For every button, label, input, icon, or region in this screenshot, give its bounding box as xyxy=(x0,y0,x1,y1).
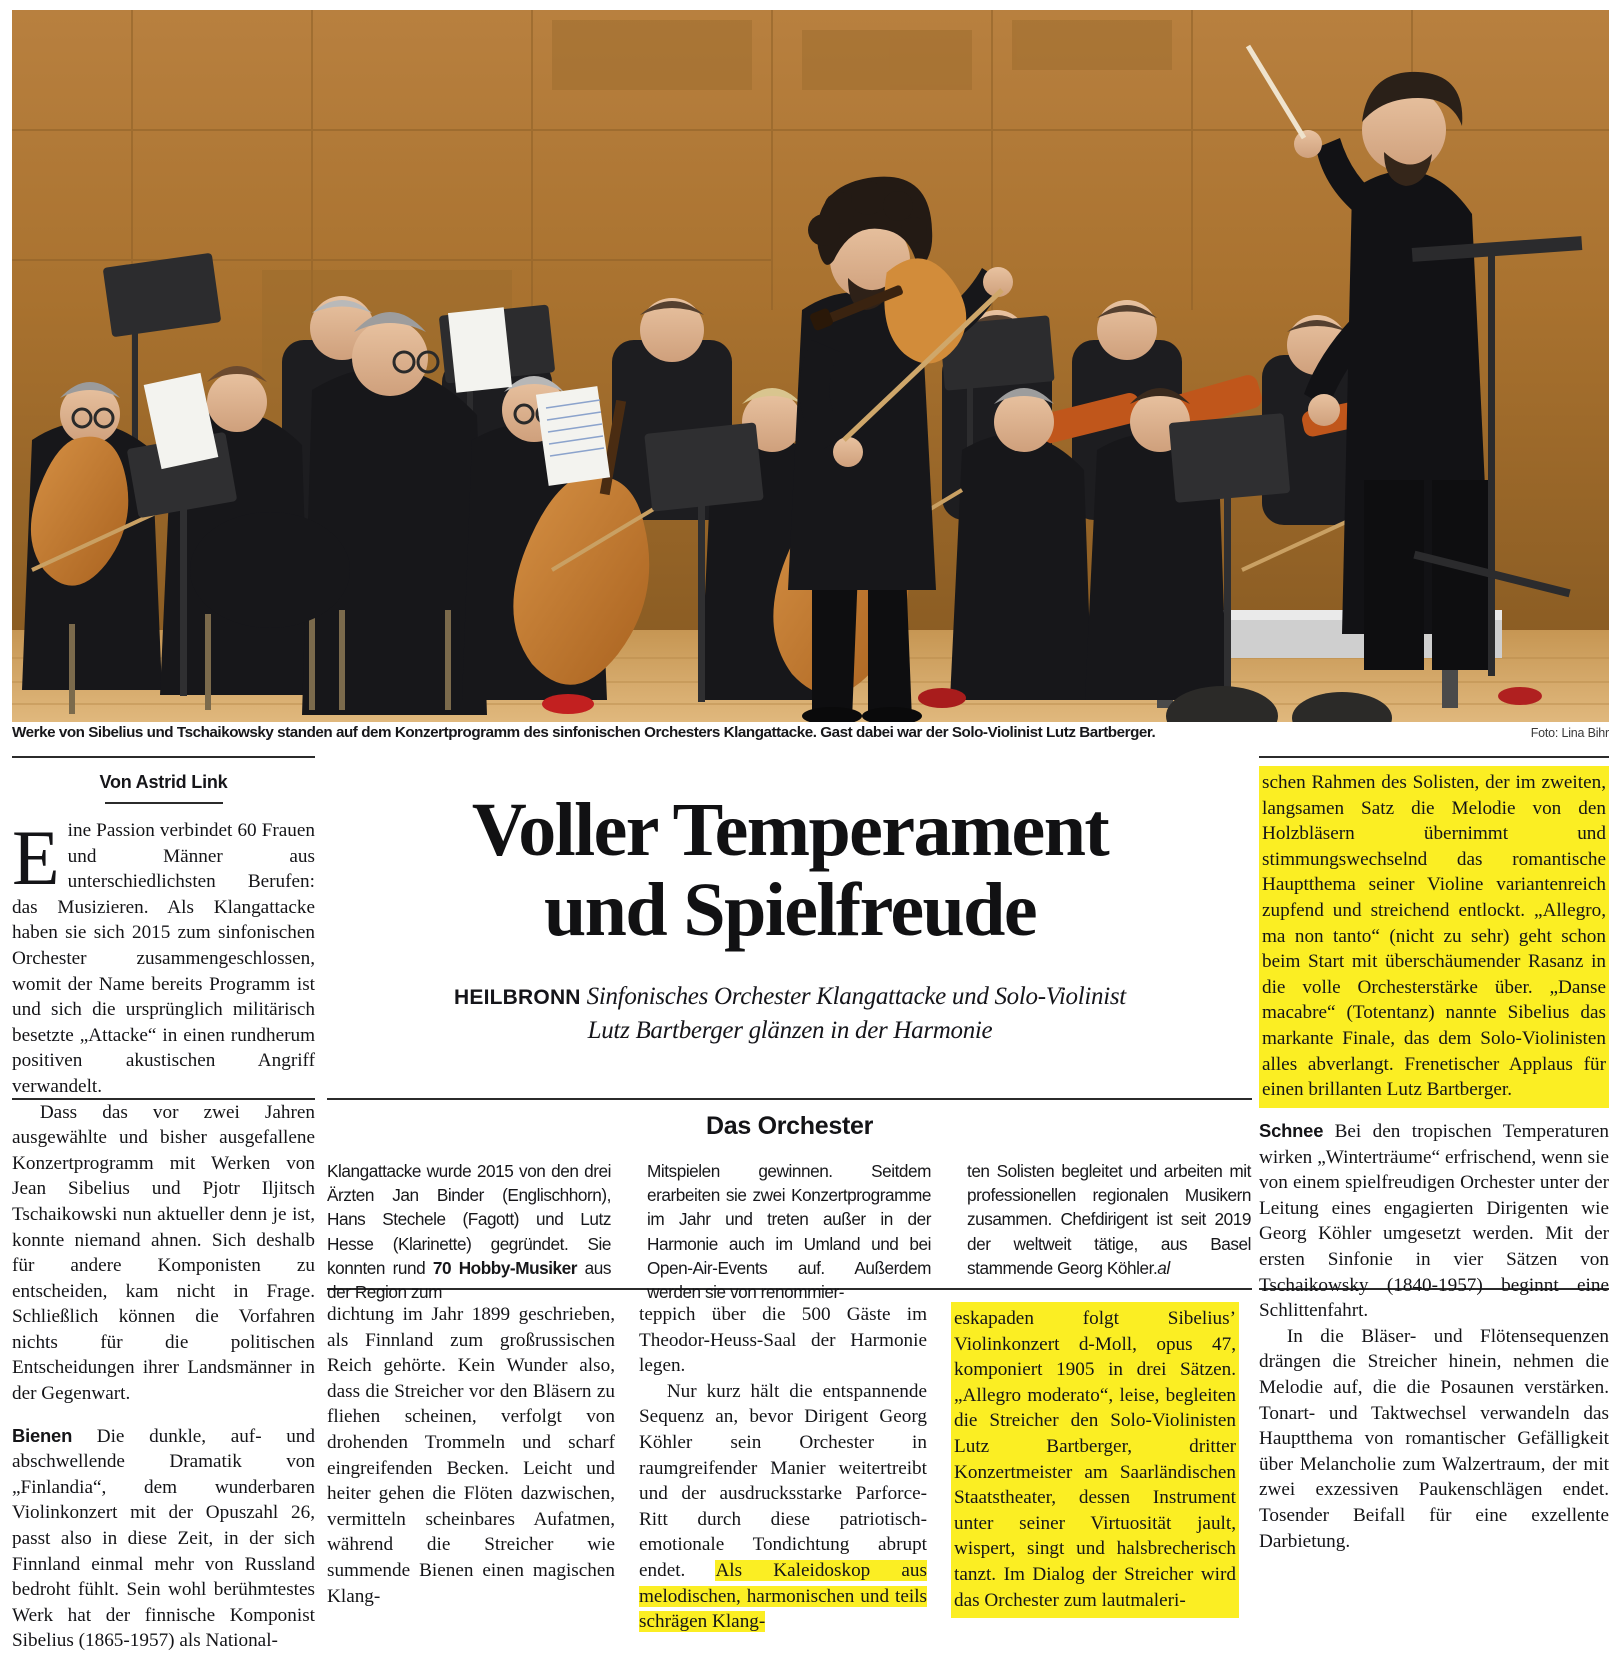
page-headline-line-2: und Spielfreude xyxy=(544,868,1036,952)
dateline-place: HEILBRONN xyxy=(454,986,581,1009)
photo-caption-row xyxy=(12,724,1609,754)
column-5-bottom xyxy=(1259,1118,1609,1554)
column-1 xyxy=(12,772,315,1654)
col5-paragraph-2 xyxy=(1259,1118,1609,1324)
page-headline-line-1: Voller Temperament xyxy=(471,788,1109,872)
infobox-col-3-text: ten Solisten begleitet und arbeiten mit professionellen regionalen Musikern zusammen. Chefdirigent ist seit 2019 der weltweit tätige, aus Basel stammende Georg Köhler. xyxy=(967,1161,1251,1278)
rule-top-col1 xyxy=(12,756,315,758)
column-2 xyxy=(327,1302,615,1609)
col5-highlight-block xyxy=(1259,766,1609,1108)
column-3 xyxy=(639,1302,927,1635)
col5-paragraph-1: schen Rahmen des Solisten, der im zweiten, langsamen Satz die Melodie von den Holzbläsern übernimmt und stimmungswechselnd das romantische Hauptthema seiner Violine variantenreich zupfend und streichend entlockt. „Allegro, ma non tanto“ (nicht zu sehr) geht schon beim Start mit überschäumender Rasanz in die volle Orchesterstärke über. „Danse macabre“ (Totentanz) nannte Sibelius das markante Finale, das dem Solo-Violinisten alles abverlangt. Frenetischer Applaus für einen brillanten Lutz Bartberger. xyxy=(1262,772,1606,1101)
col1-lead-in: Bienen xyxy=(12,1424,73,1446)
col2-paragraph-1: dichtung im Jahr 1899 geschrieben, als Finnland zum großrussischen Reich gehörte. Kein Wunder also, dass die Streicher vor den Bläsern zu fliehen scheinen, verfolgt von drohenden Trommeln und scharf eingreifenden Becken. Leicht und heiter gehen die Flöten dazwischen, vermitteln scheinbares Aufatmen, während die Streicher wie summende Bienen einen magischen Klang- xyxy=(327,1304,615,1607)
photo-caption: Werke von Sibelius und Tschaikowsky standen auf dem Konzertprogramm des sinfonischen Orchesters Klangattacke. Gast dabei war der Solo-Violinist Lutz Bartberger. xyxy=(12,724,1156,741)
subheadline-line-1 xyxy=(330,980,1250,1014)
col5-paragraph-3: In die Bläser- und Flötensequenzen drängen die Streicher hinein, nehmen die Melodie auf, die die Posaunen verstärken. Tonart- und Taktwechsel verwandeln das Hauptthema von romantischer Gefälligkeit über Melancholie zum Walzertraum, der mit zwei exzessiven Paukenschlägen endet. Tosender Beifall für eine exzellente Darbietung. xyxy=(1259,1325,1609,1552)
col4-highlight-block xyxy=(951,1302,1239,1618)
col4-paragraph-1: eskapaden folgt Sibelius’ Violinkonzert d-Moll, opus 47, komponiert 1905 in drei Sätzen. „Allegro moderato“, leise, begleiten die Streicher den Solo-Violinisten Lutz Bartberger, dritter Konzertmeister am Saarländischen Staatstheater, dessen Instrument unter seiner Virtuosität jault, wispert, singt und halsbrecherisch tanzt. Im Dialog der Streicher wird das Orchester zum lautmaleri- xyxy=(954,1308,1236,1611)
subheadline-line-2: Lutz Bartberger glänzen in der Harmonie xyxy=(587,1017,993,1044)
column-4 xyxy=(951,1302,1239,1618)
photo-credit: Foto: Lina Bihr xyxy=(1530,726,1609,740)
infobox-col-3 xyxy=(967,1159,1251,1280)
column-5-top xyxy=(1259,766,1609,1108)
col3-paragraph-1: teppich über die 500 Gäste im Theodor-Heuss-Saal der Harmonie legen. xyxy=(639,1304,927,1377)
article-photo-block xyxy=(12,10,1609,722)
concert-photo-graphic xyxy=(12,10,1609,722)
col5-paragraph-2-text: Bei den tropischen Temperaturen wirken „Winterträume“ erfrischend, wenn sie von einem spielfreudigen Orchester unter der Leitung eines engagierten Dirigenten wie Georg Köhler umgesetzt werden. Mit der ersten Sinfonie in vier Sätzen von Tschaikowsky (1840-1957) beginnt eine Schlittenfahrt. xyxy=(1259,1121,1609,1322)
col1-paragraph-2: Dass das vor zwei Jahren ausgewählte und bisher ausgefallene Konzertprogramm mit Werken von Jean Sibelius und Pjotr Iljitsch Tschaikowski nun aktueller denn je ist, konnte niemand ahnen. Sich deshalb für andere Komponisten zu entscheiden, kam nicht in Frage. Schließlich können die Vorfahren nichts für die politischen Entscheidungen ihrer Landsmänner in der Gegenwart. xyxy=(12,1101,315,1405)
col1-paragraph-3-text: Die dunkle, auf- und abschwellende Dramatik von „Finlandia“, dem wunderbaren Violinkonzert mit der Opuszahl 26, passt also in diese Zeit, in der sich Finnland einmal mehr von Russland bedroht fühlt. Sein wohl berühmtestes Werk hat der finnische Komponist Sibelius (1865-1957) als National- xyxy=(12,1425,315,1652)
col5-lead-in: Schnee xyxy=(1259,1120,1324,1141)
infobox-col-1-bold: 70 Hobby-Musiker xyxy=(432,1257,578,1278)
col1-paragraph-1: Eine Passion verbindet 60 Frauen und Männer aus unterschiedlichsten Berufen: das Musizieren. Als Klangattacke haben sie sich 2015 zum sinfonischen Orchester zusammengeschlossen, womit der Name bereits Programm ist und sich die ursprünglich militärisch besetzte „Attacke“ in einen rundherum positiven akustischen Angriff verwandelt. xyxy=(12,814,315,1097)
infobox-col-2: Mitspielen gewinnen. Seitdem erarbeiten sie zwei Konzertprogramme im Jahr und treten außer in der Harmonie auch im Umland und bei Open-Air-Events auf. Außerdem werden sie von renommier- xyxy=(647,1161,931,1303)
infobox-das-orchester xyxy=(327,1112,1252,1304)
infobox-col-1-a: Klangattacke wurde 2015 von den drei Ärzten Jan Binder (Englischhorn), Hans Stechele (Fagott) und Lutz Hesse (Klarinette) gegründet. Sie konnten rund xyxy=(327,1161,611,1278)
byline: Von Astrid Link xyxy=(99,772,228,792)
rule-top-col5 xyxy=(1259,756,1609,758)
infobox-col-1-b: aus der Region zum xyxy=(327,1257,612,1303)
headline-block xyxy=(330,790,1250,1047)
col1-paragraph-3 xyxy=(12,1423,315,1654)
concert-photo xyxy=(12,10,1609,722)
col3-paragraph-2 xyxy=(639,1379,927,1635)
rule-infobox-top xyxy=(327,1098,1252,1100)
col3-highlight: Als Kaleidoskop aus melodischen, harmonischen und teils schrägen Klang- xyxy=(639,1559,927,1633)
col3-paragraph-2-plain: Nur kurz hält die entspannende Sequenz an, bevor Dirigent Georg Köhler sein Orchester in raumgreifender Manier weitertreibt und der ausdrucksstarke Parforce-Ritt durch diese patriotisch-emotionale Tondichtung abrupt endet. xyxy=(639,1380,927,1581)
subheadline-text-1: Sinfonisches Orchester Klangattacke und Solo-Violinist xyxy=(586,983,1126,1010)
infobox-col-1 xyxy=(327,1159,611,1304)
infobox-title: Das Orchester xyxy=(705,1112,874,1140)
infobox-signature: al xyxy=(1157,1257,1170,1278)
